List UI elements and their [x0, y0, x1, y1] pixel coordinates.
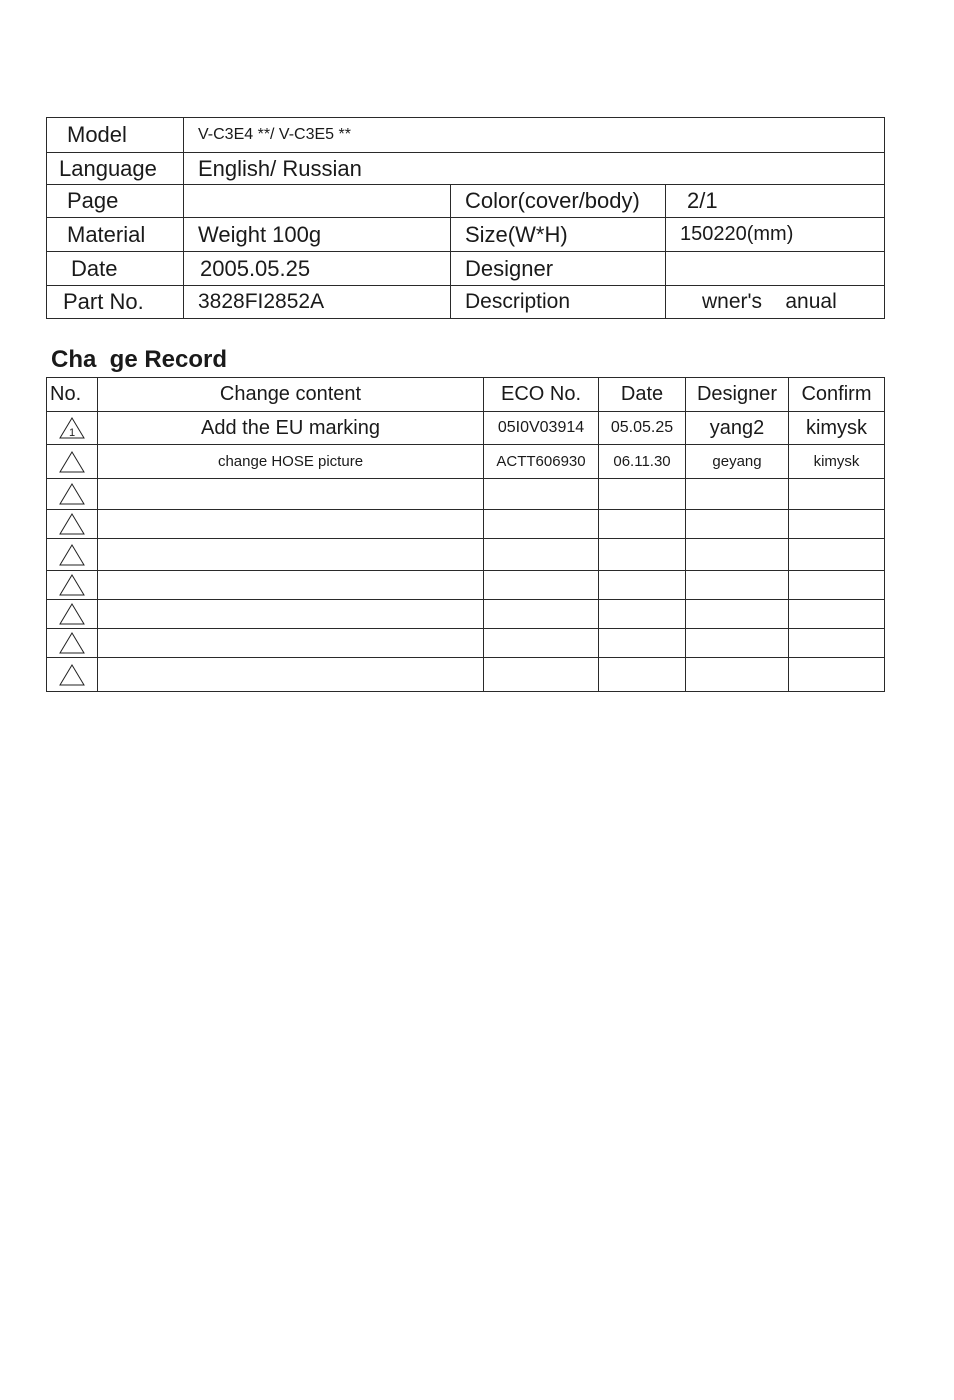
- change-record-table: [46, 377, 885, 692]
- table-row: [47, 658, 885, 692]
- spec-row-partno: [47, 286, 885, 319]
- designer-value: [666, 252, 885, 286]
- model-label: Model: [47, 118, 184, 153]
- row-confirm: [789, 539, 885, 571]
- triangle-icon: [59, 513, 85, 535]
- row-confirm: [789, 510, 885, 539]
- row-no-cell: [47, 510, 98, 539]
- row-eco: 05I0V03914: [484, 412, 599, 445]
- row-no-cell: [47, 658, 98, 692]
- row-eco: [484, 539, 599, 571]
- change-record-title: Cha ge Record: [51, 346, 228, 373]
- row-confirm: [789, 600, 885, 629]
- triangle-icon: [59, 417, 85, 439]
- row-confirm: [789, 629, 885, 658]
- spec-table: [46, 117, 885, 319]
- row-number: 1: [68, 427, 76, 439]
- table-row: [47, 539, 885, 571]
- triangle-icon: [59, 544, 85, 566]
- row-content: [98, 629, 484, 658]
- header-designer: Designer: [686, 378, 789, 412]
- row-content: [98, 658, 484, 692]
- table-row: [47, 600, 885, 629]
- row-designer: [686, 539, 789, 571]
- row-confirm: kimysk: [789, 445, 885, 479]
- row-designer: [686, 510, 789, 539]
- row-confirm: kimysk: [789, 412, 885, 445]
- description-label: Description: [451, 286, 666, 319]
- header-date: Date: [599, 378, 686, 412]
- size-value: 150220(mm): [666, 218, 885, 252]
- row-no-cell: [47, 629, 98, 658]
- row-no-cell: [47, 479, 98, 510]
- header-no: No.: [47, 378, 98, 412]
- row-content: [98, 600, 484, 629]
- model-value: V-C3E4 **/ V-C3E5 **: [184, 118, 885, 153]
- row-no-cell: [47, 539, 98, 571]
- spec-row-page: [47, 185, 885, 218]
- record-header-row: [47, 378, 885, 412]
- row-date: [599, 510, 686, 539]
- spec-row-date: [47, 252, 885, 286]
- spec-row-model: [47, 118, 885, 153]
- row-designer: geyang: [686, 445, 789, 479]
- date-label: Date: [47, 252, 184, 286]
- row-eco: [484, 629, 599, 658]
- page-label: Page: [47, 185, 184, 218]
- row-content: [98, 479, 484, 510]
- row-eco: [484, 479, 599, 510]
- row-designer: [686, 629, 789, 658]
- material-label: Material: [47, 218, 184, 252]
- table-row: [47, 510, 885, 539]
- spec-row-language: [47, 153, 885, 185]
- row-designer: [686, 479, 789, 510]
- row-date: [599, 629, 686, 658]
- table-row: [47, 629, 885, 658]
- description-value: wner's anual: [666, 286, 885, 319]
- triangle-icon: [59, 574, 85, 596]
- triangle-icon: [59, 603, 85, 625]
- row-no-cell: [47, 571, 98, 600]
- row-content: Add the EU marking: [98, 412, 484, 445]
- row-date: [599, 479, 686, 510]
- triangle-icon: [59, 632, 85, 654]
- designer-label: Designer: [451, 252, 666, 286]
- row-designer: [686, 658, 789, 692]
- row-date: 05.05.25: [599, 412, 686, 445]
- language-label: Language: [47, 153, 184, 185]
- table-row: [47, 571, 885, 600]
- row-no-cell: [47, 412, 98, 445]
- material-value: Weight 100g: [184, 218, 451, 252]
- header-content: Change content: [98, 378, 484, 412]
- row-eco: [484, 658, 599, 692]
- row-date: 06.11.30: [599, 445, 686, 479]
- row-eco: ACTT606930: [484, 445, 599, 479]
- table-row: [47, 479, 885, 510]
- row-content: change HOSE picture: [98, 445, 484, 479]
- color-label: Color(cover/body): [451, 185, 666, 218]
- page-value: [184, 185, 451, 218]
- triangle-icon: [59, 483, 85, 505]
- row-date: [599, 600, 686, 629]
- date-value: 2005.05.25: [184, 252, 451, 286]
- row-designer: [686, 600, 789, 629]
- row-eco: [484, 571, 599, 600]
- table-row: [47, 412, 885, 445]
- partno-value: 3828FI2852A: [184, 286, 451, 319]
- spec-row-material: [47, 218, 885, 252]
- triangle-icon: [59, 451, 85, 473]
- row-confirm: [789, 479, 885, 510]
- row-designer: yang2: [686, 412, 789, 445]
- language-value: English/ Russian: [184, 153, 885, 185]
- color-value: 2/1: [666, 185, 885, 218]
- row-designer: [686, 571, 789, 600]
- row-no-cell: [47, 600, 98, 629]
- row-no-cell: [47, 445, 98, 479]
- row-confirm: [789, 571, 885, 600]
- partno-label: Part No.: [47, 286, 184, 319]
- row-content: [98, 539, 484, 571]
- row-eco: [484, 600, 599, 629]
- header-confirm: Confirm: [789, 378, 885, 412]
- table-row: [47, 445, 885, 479]
- row-date: [599, 539, 686, 571]
- row-date: [599, 571, 686, 600]
- triangle-icon: [59, 664, 85, 686]
- header-eco: ECO No.: [484, 378, 599, 412]
- row-content: [98, 510, 484, 539]
- size-label: Size(W*H): [451, 218, 666, 252]
- row-confirm: [789, 658, 885, 692]
- row-eco: [484, 510, 599, 539]
- row-content: [98, 571, 484, 600]
- row-date: [599, 658, 686, 692]
